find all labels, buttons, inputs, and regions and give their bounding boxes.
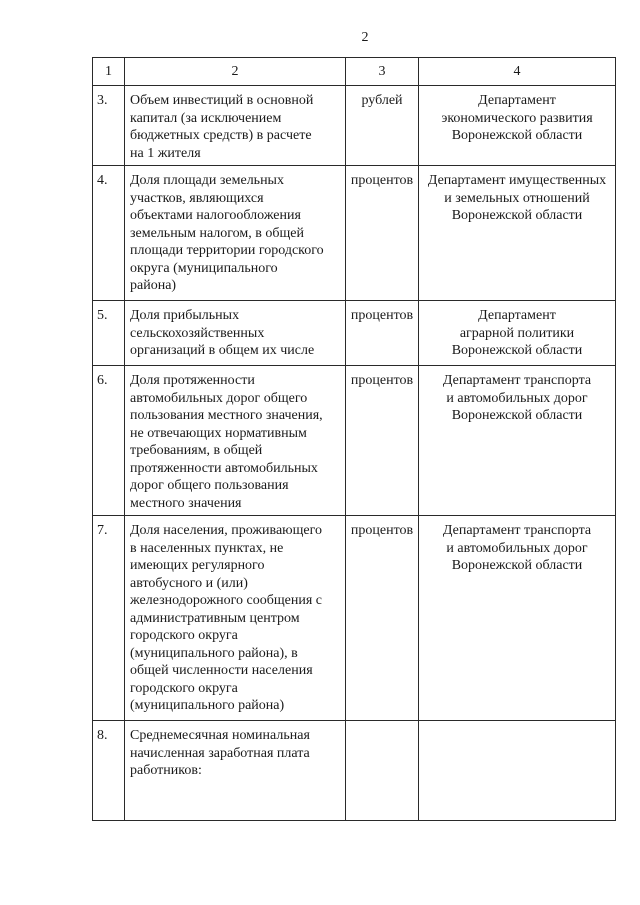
row-number: 8. bbox=[93, 721, 125, 821]
department-cell bbox=[419, 516, 616, 721]
unit-cell: процентов bbox=[346, 166, 419, 301]
table-row bbox=[93, 721, 616, 821]
department-cell bbox=[419, 366, 616, 516]
indicators-table bbox=[92, 57, 616, 821]
row-number: 4. bbox=[93, 166, 125, 301]
indicator-line: местного значения bbox=[130, 495, 242, 511]
department-line: Воронежской области bbox=[451, 128, 583, 143]
indicator-cell bbox=[125, 86, 346, 166]
table-row bbox=[93, 516, 616, 721]
department-cell bbox=[419, 86, 616, 166]
indicator-cell bbox=[125, 366, 346, 516]
indicator-cell bbox=[125, 721, 346, 821]
indicator-line: объектами налогообложения bbox=[130, 208, 301, 223]
department-line: аграрной политики bbox=[459, 325, 575, 341]
indicator-line: имеющих регулярного bbox=[130, 558, 265, 573]
table-body bbox=[93, 86, 616, 821]
indicator-line: района) bbox=[130, 278, 177, 293]
indicator-line: автомобильных дорог общего bbox=[130, 390, 308, 406]
department-line: Воронежской области bbox=[451, 408, 583, 423]
unit-cell: процентов bbox=[346, 516, 419, 721]
indicator-cell bbox=[125, 516, 346, 721]
indicator-line: дорог общего пользования bbox=[130, 478, 289, 493]
row-number: 6. bbox=[93, 366, 125, 516]
indicator-line: начисленная заработная плата bbox=[130, 745, 310, 761]
indicator-line: пользования местного значения, bbox=[130, 408, 323, 423]
indicator-line: участков, являющихся bbox=[130, 190, 264, 206]
indicator-line: в населенных пунктах, не bbox=[130, 540, 284, 556]
indicator-line: площади территории городского bbox=[130, 243, 324, 258]
indicator-line: административным центром bbox=[130, 610, 300, 626]
department-cell bbox=[419, 301, 616, 366]
indicator-line: Доля протяженности bbox=[130, 373, 255, 388]
table-row bbox=[93, 366, 616, 516]
department-line: Департамент имущественных bbox=[427, 173, 607, 188]
indicator-line: организаций в общем их числе bbox=[130, 343, 315, 358]
row-number: 3. bbox=[93, 86, 125, 166]
table-row bbox=[93, 301, 616, 366]
department-line: и автомобильных дорог bbox=[446, 540, 588, 556]
table-header-row bbox=[93, 58, 616, 86]
indicator-line: бюджетных средств) в расчете bbox=[130, 128, 312, 143]
header-col-1: 1 bbox=[93, 58, 125, 86]
unit-cell: процентов bbox=[346, 301, 419, 366]
department-line: и земельных отношений bbox=[444, 190, 590, 206]
indicator-line: Доля прибыльных bbox=[130, 308, 240, 323]
indicator-line: городского округа bbox=[130, 680, 238, 696]
indicator-line: железнодорожного сообщения с bbox=[130, 593, 322, 608]
department-line: Департамент транспорта bbox=[442, 373, 592, 388]
indicator-line: требованиям, в общей bbox=[130, 443, 263, 458]
indicator-line: сельскохозяйственных bbox=[130, 325, 265, 341]
department-line: Департамент bbox=[478, 93, 556, 108]
row-number: 5. bbox=[93, 301, 125, 366]
page-number: 2 bbox=[361, 30, 369, 45]
indicator-line: работников: bbox=[130, 763, 202, 778]
indicator-line: общей численности населения bbox=[130, 663, 313, 678]
header-col-2: 2 bbox=[125, 58, 346, 86]
header-col-4: 4 bbox=[419, 58, 616, 86]
unit-cell bbox=[346, 721, 419, 821]
indicator-line: Среднемесячная номинальная bbox=[130, 728, 310, 743]
department-line: Воронежской области bbox=[451, 208, 583, 223]
indicator-cell bbox=[125, 301, 346, 366]
indicator-line: Доля площади земельных bbox=[130, 173, 284, 188]
indicator-line: округа (муниципального bbox=[130, 260, 278, 276]
indicator-line: капитал (за исключением bbox=[130, 110, 282, 126]
indicator-line: на 1 жителя bbox=[130, 145, 201, 161]
indicator-line: земельным налогом, в общей bbox=[130, 225, 304, 241]
indicator-line: Доля населения, проживающего bbox=[130, 523, 323, 538]
row-number: 7. bbox=[93, 516, 125, 721]
indicator-line: городского округа bbox=[130, 628, 238, 643]
department-line: Департамент транспорта bbox=[442, 523, 592, 538]
indicator-line: Объем инвестиций в основной bbox=[130, 93, 314, 108]
unit-cell: процентов bbox=[346, 366, 419, 516]
department-cell bbox=[419, 721, 616, 821]
indicator-cell bbox=[125, 166, 346, 301]
department-line: Воронежской области bbox=[451, 343, 583, 358]
unit-cell: рублей bbox=[346, 86, 419, 166]
department-line: экономического развития bbox=[441, 110, 593, 126]
table-row bbox=[93, 86, 616, 166]
department-line: Воронежской области bbox=[451, 558, 583, 573]
table-row bbox=[93, 166, 616, 301]
indicator-line: (муниципального района), в bbox=[130, 645, 298, 661]
department-cell bbox=[419, 166, 616, 301]
department-line: Департамент bbox=[478, 308, 556, 323]
indicator-line: (муниципального района) bbox=[130, 698, 285, 713]
department-line: и автомобильных дорог bbox=[446, 390, 588, 406]
indicator-line: автобусного и (или) bbox=[130, 575, 248, 591]
indicator-line: не отвечающих нормативным bbox=[130, 425, 307, 441]
header-col-3: 3 bbox=[346, 58, 419, 86]
indicator-line: протяженности автомобильных bbox=[130, 460, 318, 476]
